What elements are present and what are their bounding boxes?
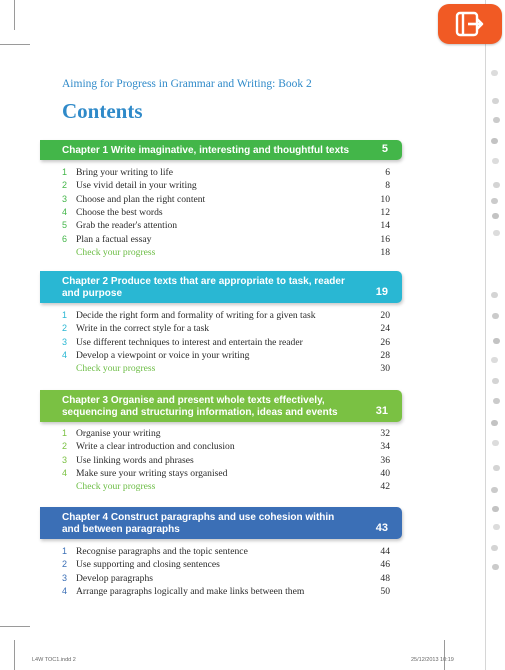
bleed-mark (491, 292, 498, 298)
entry-label: Decide the right form and formality of writing for a given task (76, 310, 316, 321)
crop-mark (14, 0, 15, 30)
chapter-header[interactable] (40, 390, 402, 422)
chapter-title-line2: and purpose (62, 288, 123, 299)
bleed-mark (493, 182, 500, 188)
check-progress-label: Check your progress (76, 481, 156, 493)
crop-mark (14, 640, 15, 670)
entry-page: 34 (380, 441, 390, 453)
entry-page: 20 (380, 310, 390, 321)
check-progress-entry[interactable] (62, 246, 390, 259)
toc-entry[interactable] (62, 233, 390, 246)
toc-entry[interactable] (62, 349, 390, 362)
chapter-title-line1: Chapter 3 Organise and present whole texts effectively, (62, 395, 325, 406)
chapter-header[interactable] (40, 507, 402, 539)
entry-number: 3 (62, 572, 68, 583)
entry-number: 1 (62, 546, 68, 556)
chapter-page-number: 5 (381, 143, 388, 155)
check-progress-page: 18 (380, 246, 390, 258)
entry-page: 12 (380, 206, 390, 218)
entry-label: Plan a factual essay (76, 233, 152, 245)
entry-number: 1 (62, 310, 68, 320)
bleed-mark (492, 506, 499, 512)
entry-page: 10 (380, 193, 390, 205)
bleed-mark (491, 487, 498, 493)
entry-label: Bring your writing to life (76, 167, 173, 178)
entry-page: 46 (380, 559, 390, 571)
entry-number: 3 (62, 193, 68, 204)
toc-entry[interactable] (62, 440, 390, 453)
book-title: Aiming for Progress in Grammar and Writing: Book 2 (62, 78, 312, 90)
entry-label: Use linking words and phrases (76, 454, 194, 466)
bleed-mark (493, 398, 500, 404)
entry-label: Develop a viewpoint or voice in your writing (76, 349, 250, 361)
toc-entry[interactable] (62, 336, 390, 349)
toc-entry[interactable] (62, 467, 390, 480)
bleed-mark (492, 158, 499, 164)
entry-label: Write a clear introduction and conclusion (76, 441, 235, 453)
entry-page: 32 (380, 428, 390, 439)
bleed-mark (492, 313, 499, 319)
chapter-page-number: 43 (375, 522, 388, 534)
crop-mark (0, 44, 30, 45)
chapter-page-number: 31 (375, 405, 388, 417)
entry-label: Develop paragraphs (76, 572, 153, 584)
entry-number: 4 (62, 349, 68, 360)
entry-page: 48 (380, 572, 390, 584)
footer-timestamp: 25/12/2013 10:19 (411, 657, 454, 663)
check-progress-entry[interactable] (62, 480, 390, 493)
check-progress-label: Check your progress (76, 246, 156, 258)
entry-number: 6 (62, 233, 68, 244)
entry-page: 16 (380, 233, 390, 245)
entry-label: Grab the reader's attention (76, 220, 178, 232)
chapter-title-line2: sequencing and structuring information, ideas and events (62, 407, 338, 418)
entry-page: 44 (380, 546, 390, 557)
entry-label: Choose and plan the right content (76, 193, 206, 205)
entry-number: 2 (62, 441, 68, 452)
crop-mark (0, 626, 30, 627)
bleed-mark (492, 440, 499, 446)
check-progress-entry[interactable] (62, 362, 390, 375)
bleed-mark (492, 213, 499, 219)
entry-number: 5 (62, 220, 68, 231)
entry-label: Write in the correct style for a task (76, 323, 210, 335)
entry-number: 2 (62, 323, 68, 334)
bleed-mark (491, 70, 498, 76)
entry-number: 3 (62, 336, 68, 347)
toc-entry[interactable] (62, 545, 390, 558)
bleed-mark (493, 465, 500, 471)
bleed-mark (491, 545, 498, 551)
bleed-mark (491, 138, 498, 144)
entry-page: 8 (385, 180, 390, 192)
entry-label: Organise your writing (76, 428, 161, 439)
check-progress-page: 42 (380, 481, 390, 493)
bleed-mark (491, 420, 498, 426)
entry-label: Use different techniques to interest and entertain the reader (76, 336, 303, 348)
entry-label: Arrange paragraphs logically and make links between them (76, 585, 305, 597)
entry-page: 26 (380, 336, 390, 348)
bleed-mark (493, 117, 500, 123)
toc-entry[interactable] (62, 322, 390, 335)
toc-entry[interactable] (62, 193, 390, 206)
entry-label: Use vivid detail in your writing (76, 180, 197, 192)
entry-page: 40 (380, 467, 390, 479)
entry-label: Use supporting and closing sentences (76, 559, 220, 571)
entry-page: 6 (385, 167, 390, 178)
toc-entry[interactable] (62, 572, 390, 585)
book-export-icon-glyph (455, 11, 485, 37)
chapter-header[interactable] (40, 140, 402, 160)
toc-entry[interactable] (62, 454, 390, 467)
bleed-mark (492, 98, 499, 104)
chapter-title-line2: and between paragraphs (62, 524, 180, 535)
entry-number: 4 (62, 585, 68, 596)
entry-page: 24 (380, 323, 390, 335)
entry-number: 1 (62, 428, 68, 438)
check-progress-label: Check your progress (76, 363, 156, 375)
toc-entry[interactable] (62, 427, 390, 440)
bleed-mark (491, 357, 498, 363)
entry-number: 4 (62, 467, 68, 478)
entry-number: 4 (62, 206, 68, 217)
toc-entry[interactable] (62, 219, 390, 232)
entry-page: 36 (380, 454, 390, 466)
toc-entry[interactable] (62, 585, 390, 598)
toc-entry[interactable] (62, 179, 390, 192)
entry-page: 28 (380, 349, 390, 361)
chapter-title-line1: Chapter 2 Produce texts that are appropriate to task, reader (62, 276, 345, 287)
entry-number: 2 (62, 559, 68, 570)
check-progress-page: 30 (380, 363, 390, 375)
entry-page: 50 (380, 585, 390, 597)
page-title: Contents (62, 99, 143, 123)
book-export-icon[interactable] (438, 4, 502, 44)
toc-entry[interactable] (62, 558, 390, 571)
chapter-page-number: 19 (375, 286, 388, 298)
entry-number: 1 (62, 167, 68, 177)
toc-entry[interactable] (62, 309, 390, 322)
toc-entry[interactable] (62, 206, 390, 219)
entry-number: 3 (62, 454, 68, 465)
entry-number: 2 (62, 180, 68, 191)
chapter-title-line1: Chapter 4 Construct paragraphs and use cohesion within (62, 512, 335, 523)
entry-label: Choose the best words (76, 206, 163, 218)
bleed-mark (493, 230, 500, 236)
entry-label: Make sure your writing stays organised (76, 467, 228, 479)
footer-file: L4W TOC1.indd 2 (32, 657, 76, 663)
entry-label: Recognise paragraphs and the topic sentence (76, 546, 248, 557)
bleed-mark (493, 524, 500, 530)
bleed-mark (492, 564, 499, 570)
chapter-header[interactable] (40, 271, 402, 303)
page-edge-bleed (477, 0, 505, 670)
toc-entry[interactable] (62, 166, 390, 179)
entry-page: 14 (380, 220, 390, 232)
chapter-title-line1: Chapter 1 Write imaginative, interesting and thoughtful texts (62, 145, 350, 156)
bleed-mark (492, 378, 499, 384)
crop-mark (444, 640, 445, 670)
bleed-mark (491, 198, 498, 204)
bleed-mark (493, 338, 500, 344)
